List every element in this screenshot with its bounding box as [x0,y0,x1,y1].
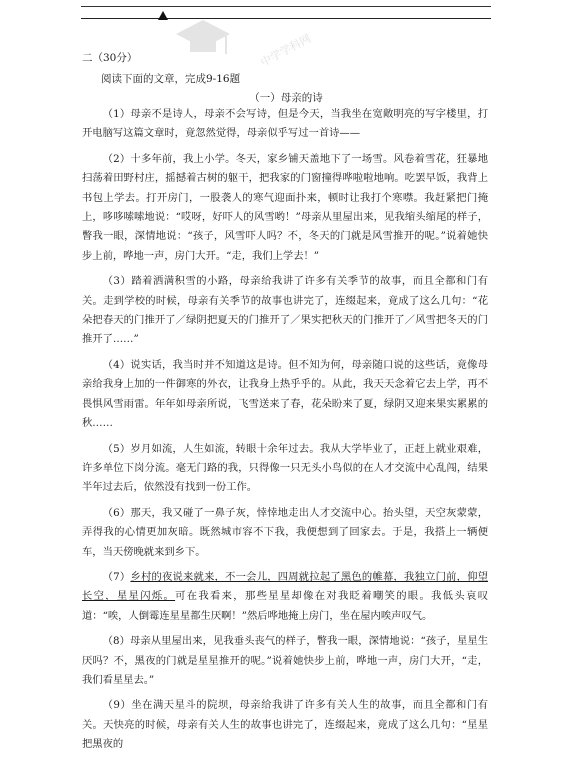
graduation-cap-icon [168,4,238,64]
paragraph-7-number: （7） [102,570,131,583]
paragraph-3: （3）踏着洒满积雪的小路，母亲给我讲了许多有关季节的故事，而且全都和门有关。走到学校的时候，母亲有关季节的故事也讲完了，连缀起来，竟成了这么几句：“花朵把春天的门推开了／绿阴把夏天的门推开了／果实把秋天的门推开了／风雪把冬天的门推开了……” [82,275,488,346]
page-top-border [81,0,491,7]
paragraph-2: （2）十多年前，我上小学。冬天，家乡铺天盖地下了一场雪。风卷着雪花，狂暴地扫荡着田野村庄，摇撼着古树的躯干，把我家的门窗撞得哗啦啦地响。吃罢早饭，我背上书包上学去。打开房门，一股袭人的寒气迎面扑来，顿时让我打个寒噤。我赶紧把门掩上，哆哆嗦嗦地说：“哎呀，好吓人的风雪哟！”母亲从里屋出来，见我缩头缩尾的样子，瞥我一眼，深情地说：“孩子，风雪吓人吗？不，冬天的门就是风雪推开的呢。”说着她快步上前，哗地一声，房门大开。“走，我们上学去！” [82,152,488,262]
paragraph-7 [82,568,488,626]
section-heading: 二（30分） [82,52,138,64]
paragraph-7-rest: 可在我看来，那些星星却像在对我眨着嘲笑的眼。我低头哀叹道：“唉，人倒霉连星星都生厌啊！”然后哗地掩上房门，坐在屋内唉声叹气。 [82,590,489,622]
answer-line [81,18,491,19]
paragraph-4: （4）说实话，我当时并不知道这是诗。但不知为何，母亲随口说的这些话，竟像母亲给我身上加的一件御寒的外衣，让我身上热乎乎的。从此，我天天念着它去上学，再不畏惧风雪雨雷。年年如母亲所说，飞雪送来了春，花朵盼来了夏，绿阴又迎来果实累累的秋…… [82,358,488,430]
paragraph-6: （6）那天，我又碰了一鼻子灰，悻悻地走出人才交流中心。抬头望，天空灰蒙蒙，弄得我的心情更加灰暗。既然城市容不下我，我便想到了回家去。于是，我搭上一辆便车，当天傍晚就来到乡下。 [82,506,488,558]
reading-instruction: 阅读下面的文章，完成9-16题 [101,73,241,85]
article-title: （一）母亲的诗 [249,92,323,104]
watermark-logo [168,4,348,74]
triangle-marker-icon [158,11,168,20]
paragraph-1: （1）母亲不是诗人，母亲不会写诗，但是今天，当我坐在宽敞明亮的写字楼里，打开电脑写这篇文章时，竟忽然觉得，母亲似乎写过一首诗—— [82,108,488,140]
article-body [82,105,488,761]
underlined-sentence: 乡村的夜说来就来，不一会儿，四周就拉起了黑色的帷幕，我独立门前，仰望长空，星星闪烁。 [82,570,488,603]
paragraph-5: （5）岁月如流，人生如流，转眼十余年过去。我从大学毕业了，正赶上就业艰难，许多单位下岗分流。毫无门路的我，只得像一只无头小鸟似的在人才交流中心乱闯，结果半年过去后，依然没有找到一份工作。 [82,442,488,494]
paragraph-9: （9）坐在满天星斗的院坝，母亲给我讲了许多有关人生的故事，而且全都和门有关。天快亮的时候，母亲有关人生的故事也讲完了，连缀起来，竟成了这么几句：“星星把黑夜的 [82,699,488,751]
paragraph-8: （8）母亲从里屋出来，见我垂头丧气的样子，瞥我一眼，深情地说：“孩子，星星生厌吗？不，黑夜的门就是星星推开的呢。”说着她快步上前，哗地一声，房门大开，“走，我们看星星去。” [82,635,488,686]
watermark-subtext: 中学学科网 [258,31,314,70]
